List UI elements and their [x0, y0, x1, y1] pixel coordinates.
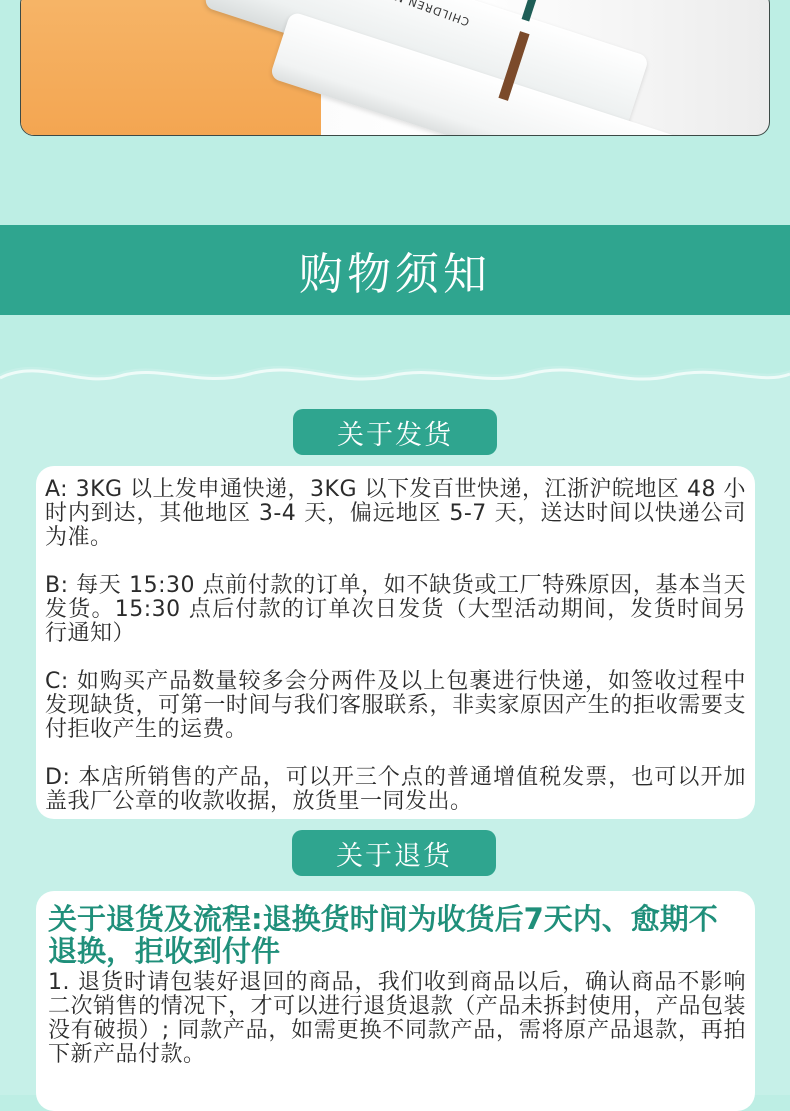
shipping-card: [36, 466, 755, 819]
marker-cap: [522, 0, 539, 22]
returns-item-1: 1. 退货时请包装好退回的商品，我们收到商品以后，确认商品不影响二次销售的情况下，才可以进行退货退款（产品未拆封使用，产品包装没有破损）; 同款产品，如需更换不同款产品，需将原产品退款，再拍下新产品付款。: [48, 970, 746, 1067]
shipping-item-a: A: 3KG 以上发申通快递，3KG 以下发百世快递，江浙沪皖地区 48 小时内到达，其他地区 3-4 天，偏远地区 5-7 天，送达时间以快递公司为准。: [45, 477, 746, 550]
shipping-item-d: D: 本店所销售的产品，可以开三个点的普通增值税发票，也可以开加盖我厂公章的收款收据，放货里一同发出。: [45, 765, 746, 814]
returns-label: 关于退货: [292, 830, 496, 876]
returns-card: [36, 891, 755, 1111]
wave-decoration: [0, 354, 790, 394]
banner-title: 购物须知: [299, 249, 491, 300]
section-banner: [0, 225, 790, 315]
returns-heading: 关于退货及流程:退换货时间为收货后7天内、愈期不退换，拒收到付件: [48, 902, 718, 968]
shipping-item-c: C: 如购买产品数量较多会分两件及以上包裹进行快递，如签收过程中发现缺货，可第一时间与我们客服联系，非卖家原因产生的拒收需要支付拒收产生的运费。: [45, 669, 746, 742]
shipping-label: 关于发货: [293, 409, 497, 455]
shipping-item-b: B: 每天 15:30 点前付款的订单，如不缺货或工厂特殊原因，基本当天发货。15:30 点后付款的订单次日发货（大型活动期间，发货时间另行通知）: [45, 573, 746, 646]
product-photo: [20, 0, 770, 136]
